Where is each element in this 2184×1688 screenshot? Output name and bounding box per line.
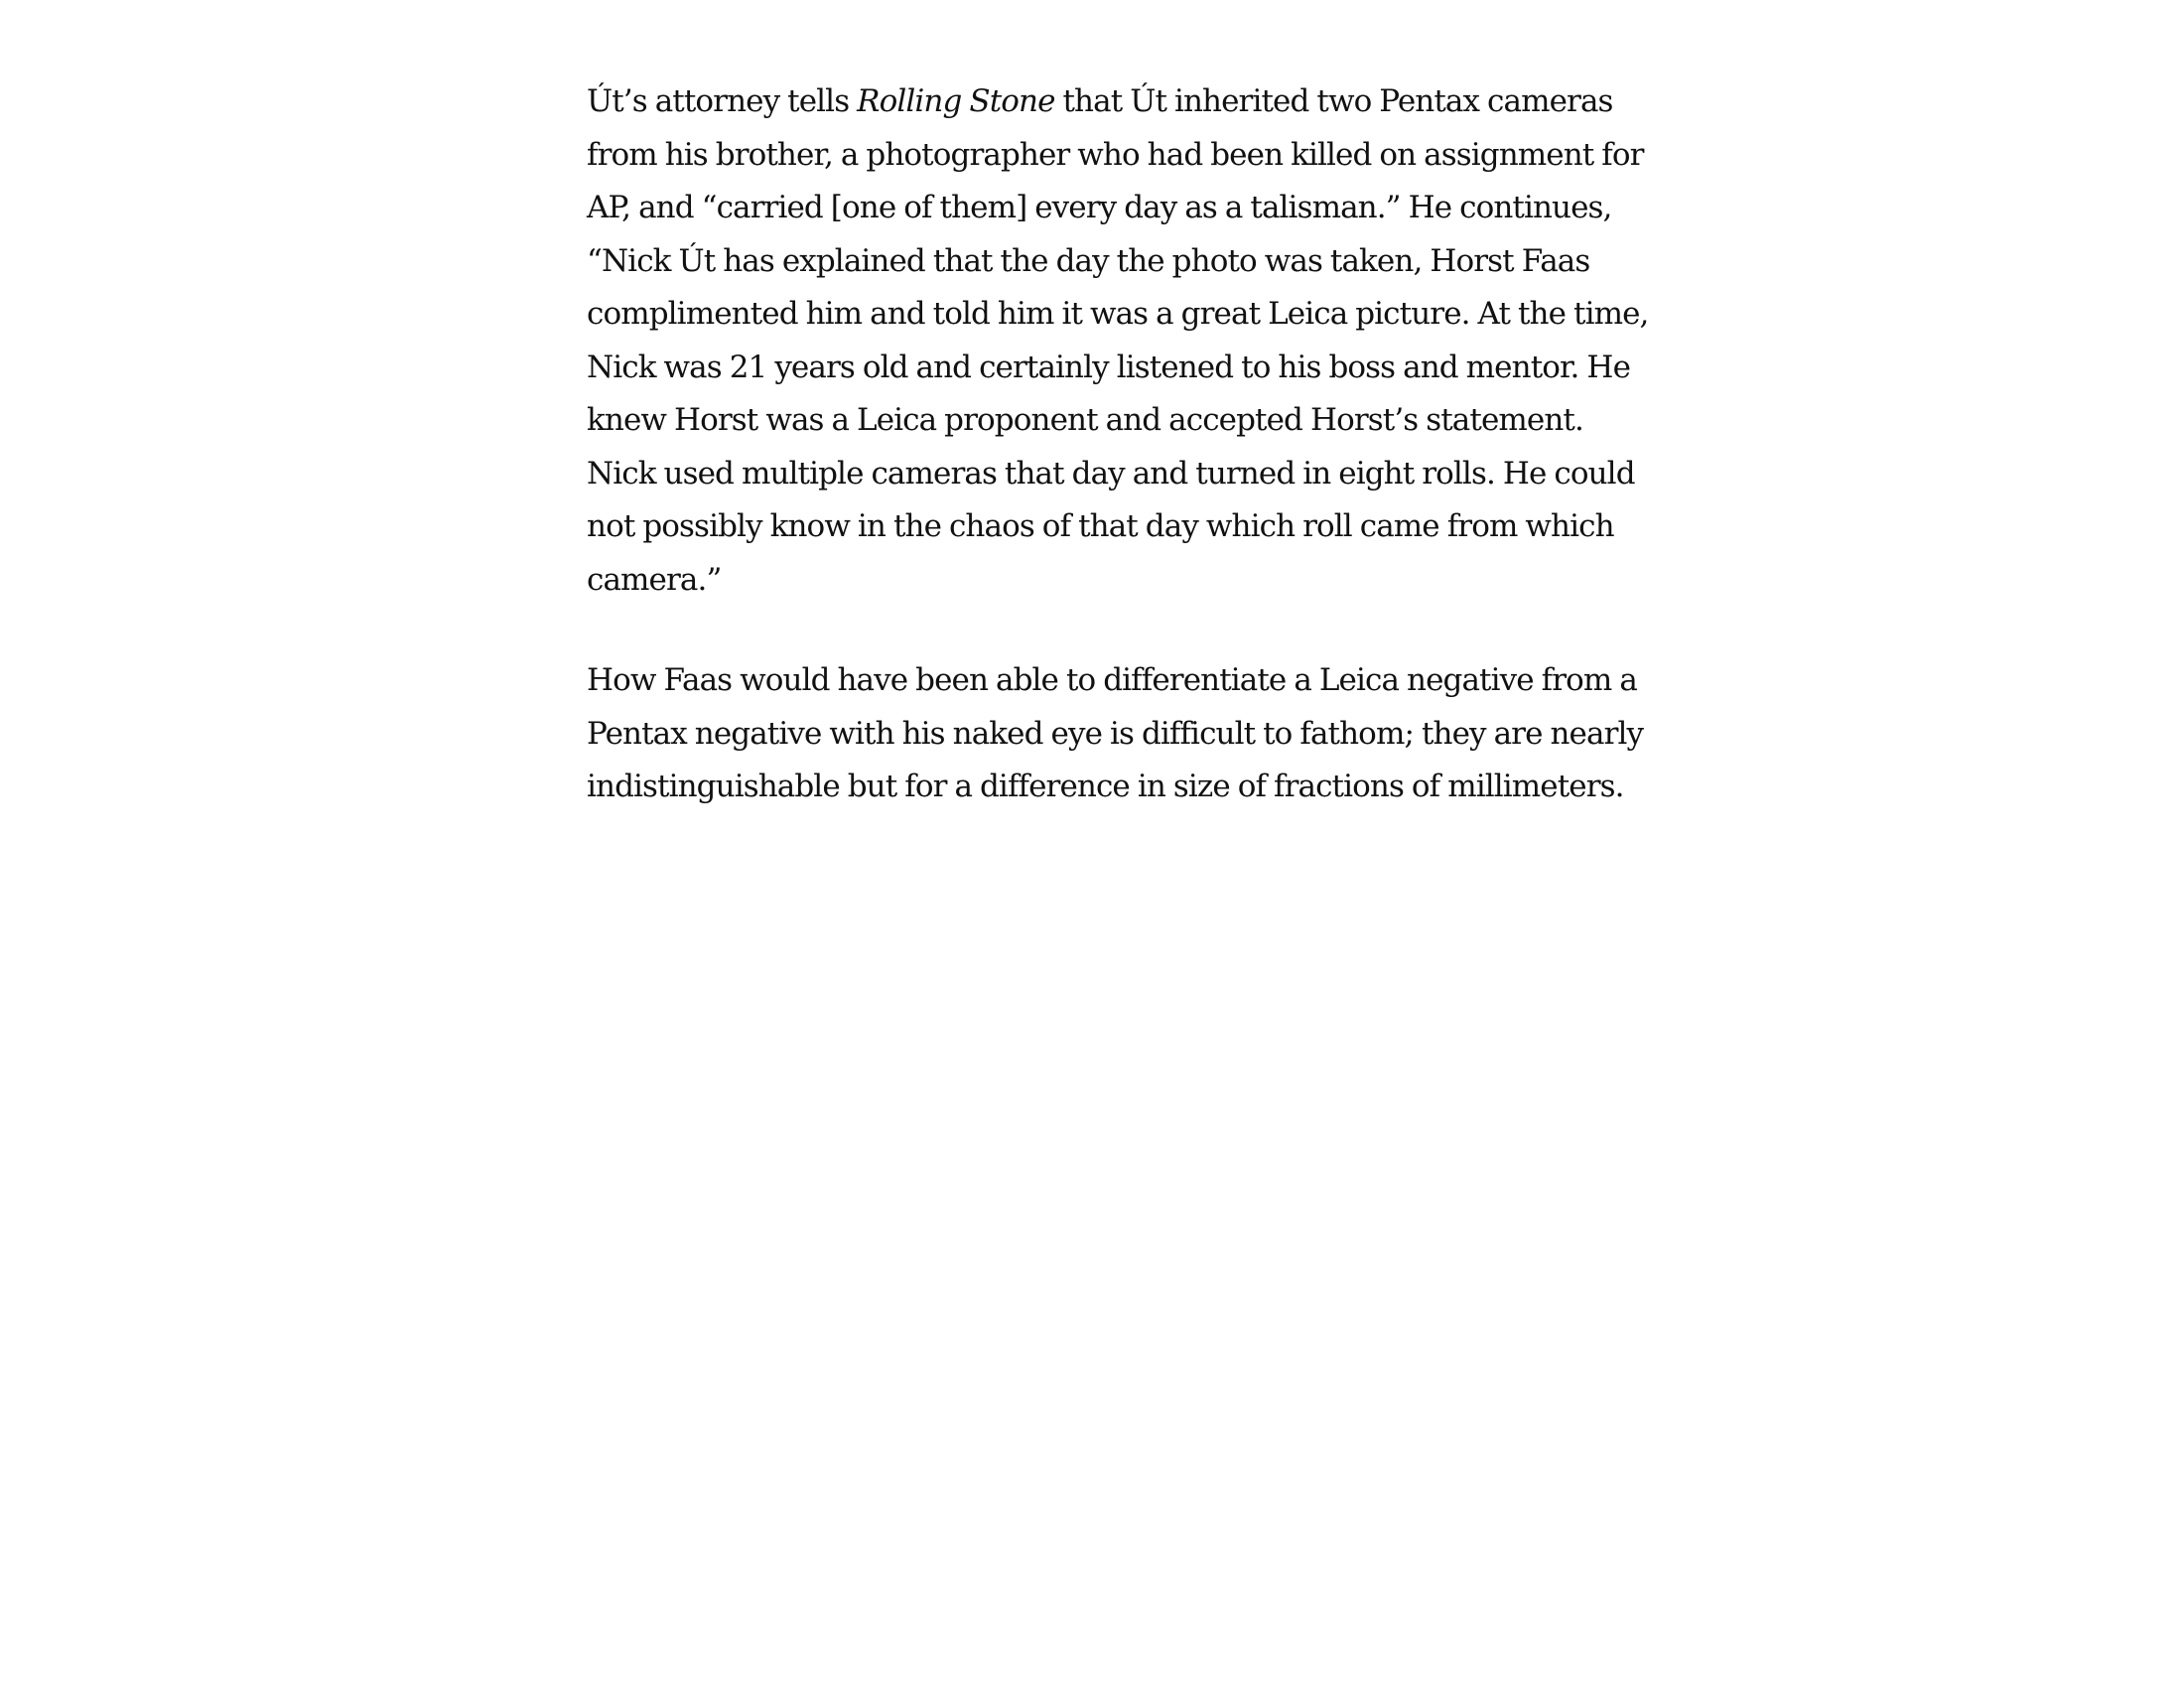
article-body: [587, 75, 1659, 814]
paragraph-negative-comparison: How Faas would have been able to differentiate a Leica negative from a Pentax negative with his naked eye is difficult to fathom; they are nearly indistinguishable but for a difference in size of fractions of millimeters.: [587, 662, 1644, 804]
publication-name: Rolling Stone: [857, 83, 1055, 119]
paragraph-text-lead: Út’s attorney tells: [587, 83, 858, 119]
paragraph-attorney-statement: [587, 75, 1659, 607]
paragraph-text-body: that Út inherited two Pentax cameras from his brother, a photographer who had been killed on assignment for AP, and “carried [one of them] every day as a talisman.” He continues, “Nick Út has explained that the day the photo was taken, Horst Faas complimented him and told him it was a great Leica picture. At the time, Nick was 21 years old and certainly listened to his boss and mentor. He knew Horst was a Leica proponent and accepted Horst’s statement. Nick used multiple cameras that day and turned in eight rolls. He could not possibly know in the chaos of that day which roll came from which camera.”: [587, 83, 1649, 598]
